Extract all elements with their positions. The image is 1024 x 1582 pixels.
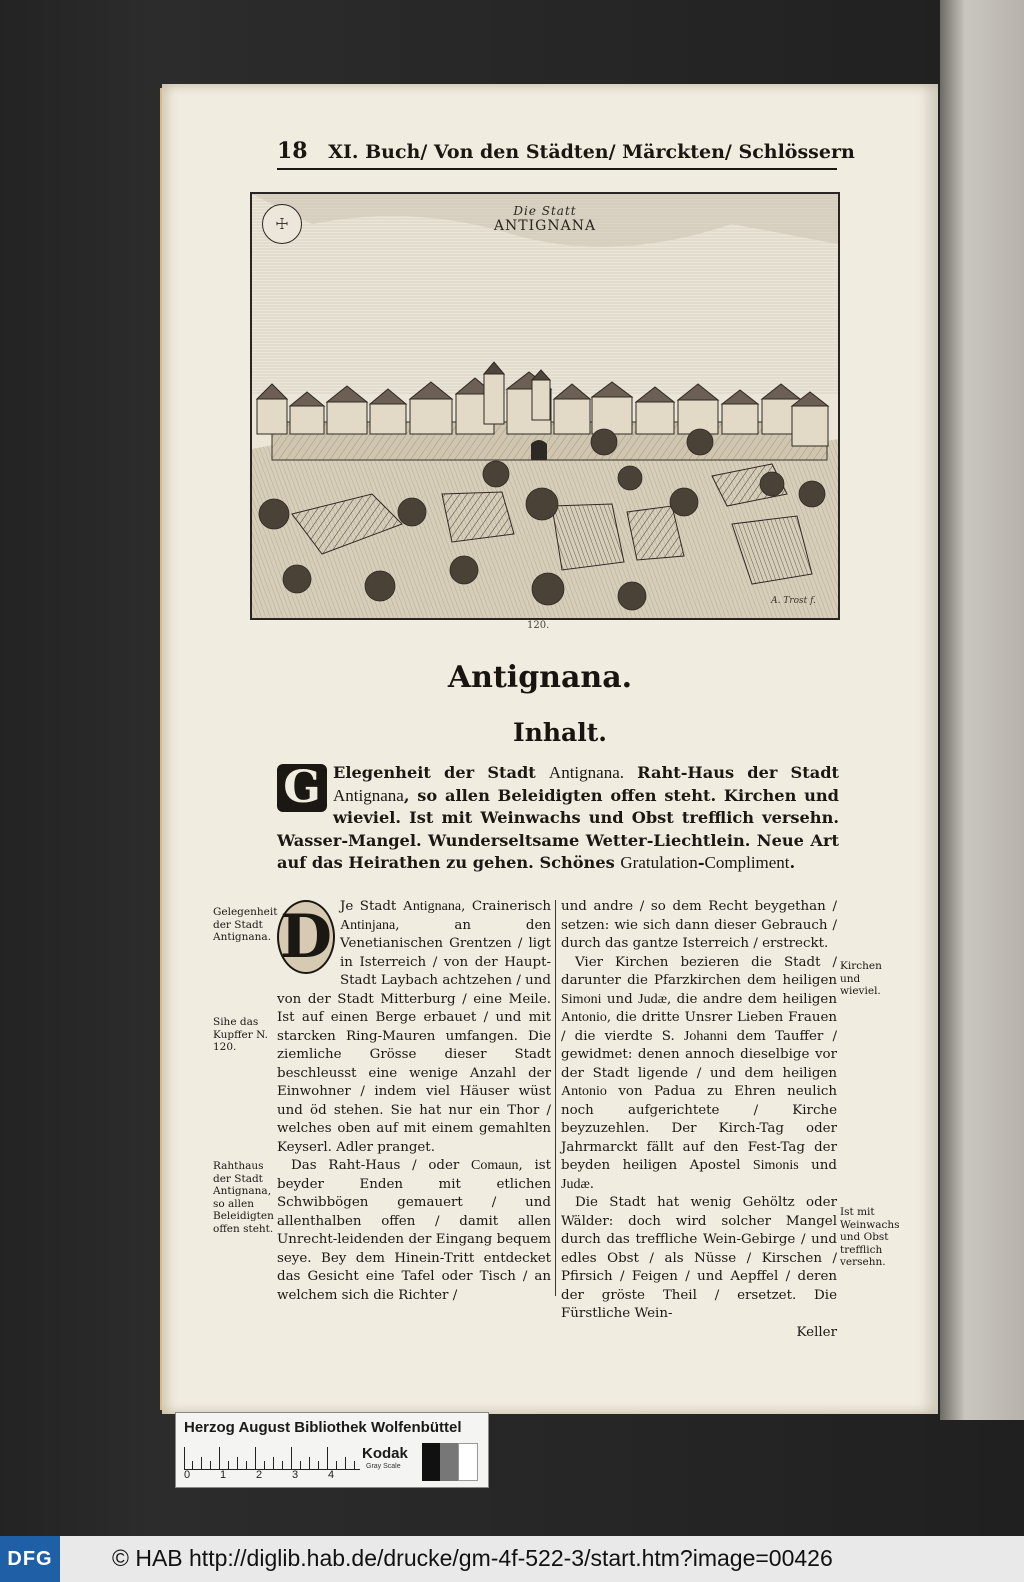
latin-run: Johanni — [683, 1028, 728, 1044]
text-run: Vier Kirchen bezieren die Stadt / darunter die Pfarzkirchen dem heiligen — [561, 954, 837, 988]
gray-scale-label: Gray Scale — [366, 1463, 401, 1470]
summary-latin-4: Compliment — [704, 853, 790, 872]
text-run: und — [798, 1158, 838, 1173]
text-run: , Crainerisch — [461, 899, 552, 914]
town-engraving — [252, 194, 838, 618]
plate-caption-title: ANTIGNANA — [493, 218, 597, 234]
text-run: und — [601, 991, 639, 1007]
compass-rose-icon: ☩ — [262, 204, 302, 244]
latin-run: Judæ — [638, 991, 667, 1007]
plate-number: 120. — [527, 620, 550, 631]
left-paragraph-1 — [277, 898, 551, 1157]
scale-ruler — [184, 1447, 360, 1470]
text-run: dem Tauffer / gewidmet: denen annoch dieselbige vor der Stadt ligende / und dem heiligen — [561, 1028, 837, 1081]
summary-text-5: . — [789, 853, 796, 872]
footer-source-link[interactable]: © HAB http://diglib.hab.de/drucke/gm-4f-522-3/start.htm?image=00426 — [112, 1545, 833, 1571]
latin-run: Comaun — [471, 1158, 519, 1173]
running-head — [277, 138, 855, 170]
latin-run: Judæ — [561, 1176, 590, 1192]
summary-latin-2: Antignana — [333, 785, 404, 805]
paragraph-initial: D — [277, 900, 335, 974]
margin-note-2: Sihe das Kupffer N. 120. — [213, 1016, 268, 1053]
margin-note-5: Ist mit Weinwachs und Obst trefflich versehn. — [840, 1206, 900, 1268]
text-run: Das Raht-Haus / oder — [291, 1158, 472, 1173]
summary-text-1: Elegenheit der Stadt — [333, 763, 549, 782]
engraver-signature: A. Trost f. — [771, 596, 816, 606]
text-run: von Padua zu Ehren neulich noch aufgerichtete / Kirche beyzuzehlen. Der Kirch-Tag oder Jahrmarckt fällt auf den Fest-Tag der beyden heiligen Apostel — [561, 1084, 837, 1173]
library-name: Herzog August Bibliothek Wolfenbüttel — [184, 1419, 462, 1436]
summary-text-2: Raht-Haus der Stadt — [624, 763, 839, 782]
page-number: 18 — [277, 138, 308, 164]
margin-note-3: Rahthaus der Stadt Antignana, so allen Beleidigten offen steht. — [213, 1160, 274, 1235]
column-rule — [555, 900, 556, 1296]
right-paragraph-3: Die Stadt hat wenig Gehöltz oder Wälder: doch wird solcher Mangel durch das treffliche Wein-Gebirge / und edles Obst / als Nüsse / Kirschen / Pfirsich / Feigen / und Aepffel / deren der gröste Theil / ersetzet. Die Fürstliche Wein- — [561, 1195, 837, 1321]
summary-initial: G — [277, 764, 327, 812]
dfg-logo: DFG — [0, 1536, 60, 1582]
ruler-label: 1 — [220, 1469, 227, 1481]
margin-note-1: Gelegenheit der Stadt Antignana. — [213, 906, 278, 943]
latin-run: Antonio — [561, 1010, 607, 1025]
library-color-card — [175, 1412, 489, 1488]
summary-latin-1: Antignana. — [548, 763, 624, 782]
engraving-plate — [250, 192, 840, 620]
left-paragraph-2 — [277, 1157, 551, 1305]
text-run: Je Stadt — [340, 899, 403, 914]
contents-summary — [277, 762, 839, 898]
latin-run: Simoni — [561, 991, 602, 1007]
right-paragraph-2 — [561, 954, 837, 1195]
ruler-label: 0 — [184, 1469, 191, 1481]
ruler-label: 2 — [256, 1469, 263, 1481]
kodak-label: Kodak — [362, 1445, 408, 1462]
chapter-title: Antignana. — [447, 660, 633, 695]
running-title: XI. Buch/ Von den Städten/ Märckten/ Schlössern — [328, 141, 855, 163]
gray-patches — [422, 1443, 478, 1481]
contents-heading: Inhalt. — [513, 718, 607, 747]
text-run: , die dritte Unsrer Lieben Frauen / die vierdte S. — [561, 1010, 837, 1044]
left-text-column — [277, 898, 551, 1308]
plate-caption — [252, 204, 838, 234]
facing-page-edge — [940, 0, 1024, 1420]
summary-text-3: , so allen Beleidigten offen steht. Kirchen und wieviel. Ist mit Weinwachs und Obst trefflich versehn. Wasser-Mangel. Wunderseltsame Wetter-Liechtlein. Neue Art auf das Heirathen zu gehen. Schönes — [277, 785, 839, 872]
latin-run: Simonis — [752, 1158, 799, 1173]
text-run: , ist beyder Enden mit etlichen Schwibbögen gemauert / und allenthalben offen / damit allen Unrecht-leidenden der Eingang bequem seye. Bey dem Hinein-Tritt entdecket das Gesicht eine Tafel oder Tisch / an welchem sich die Richter / — [277, 1158, 551, 1303]
catchword: Keller — [796, 1324, 837, 1340]
latin-run: Antignana — [402, 899, 462, 914]
viewer-footer — [0, 1536, 1024, 1582]
plate-caption-small: Die Statt — [513, 204, 577, 218]
text-run: , an den Venetianischen Grentzen / ligt in Isterreich / von der Haupt-Stadt Laybach achtzehen / und von der Stadt Mitterburg / eine Meile. Ist auf einen Berge erbauet / und mit starcken Ring-Mauren umfangen. Die ziemliche Grösse dieser Stadt beschleusst eine wenige Anzahl der Einwohner / indem viel Häuser wüst und öd stehen. Sie hat nur ein Thor / welches oben auf mit einem gemahlten Keyserl. Adler pranget. — [277, 917, 551, 1155]
right-paragraph-1: und andre / so dem Recht beygethan / setzen: wie sich dann dieser Gebrauch / durch das gantze Isterreich / erstreckt. — [561, 899, 837, 951]
latin-run: Antonio — [561, 1084, 607, 1099]
text-run: , die andre dem heiligen — [666, 991, 837, 1007]
margin-note-4: Kirchen und wieviel. — [840, 960, 882, 997]
latin-run: Antinjana — [340, 917, 396, 933]
summary-text-4: - — [697, 853, 705, 872]
right-text-column — [561, 898, 838, 1340]
ruler-label: 3 — [292, 1469, 299, 1481]
summary-latin-3: Gratulation — [620, 853, 698, 872]
text-run: . — [589, 1176, 595, 1192]
ruler-label: 4 — [328, 1469, 335, 1481]
